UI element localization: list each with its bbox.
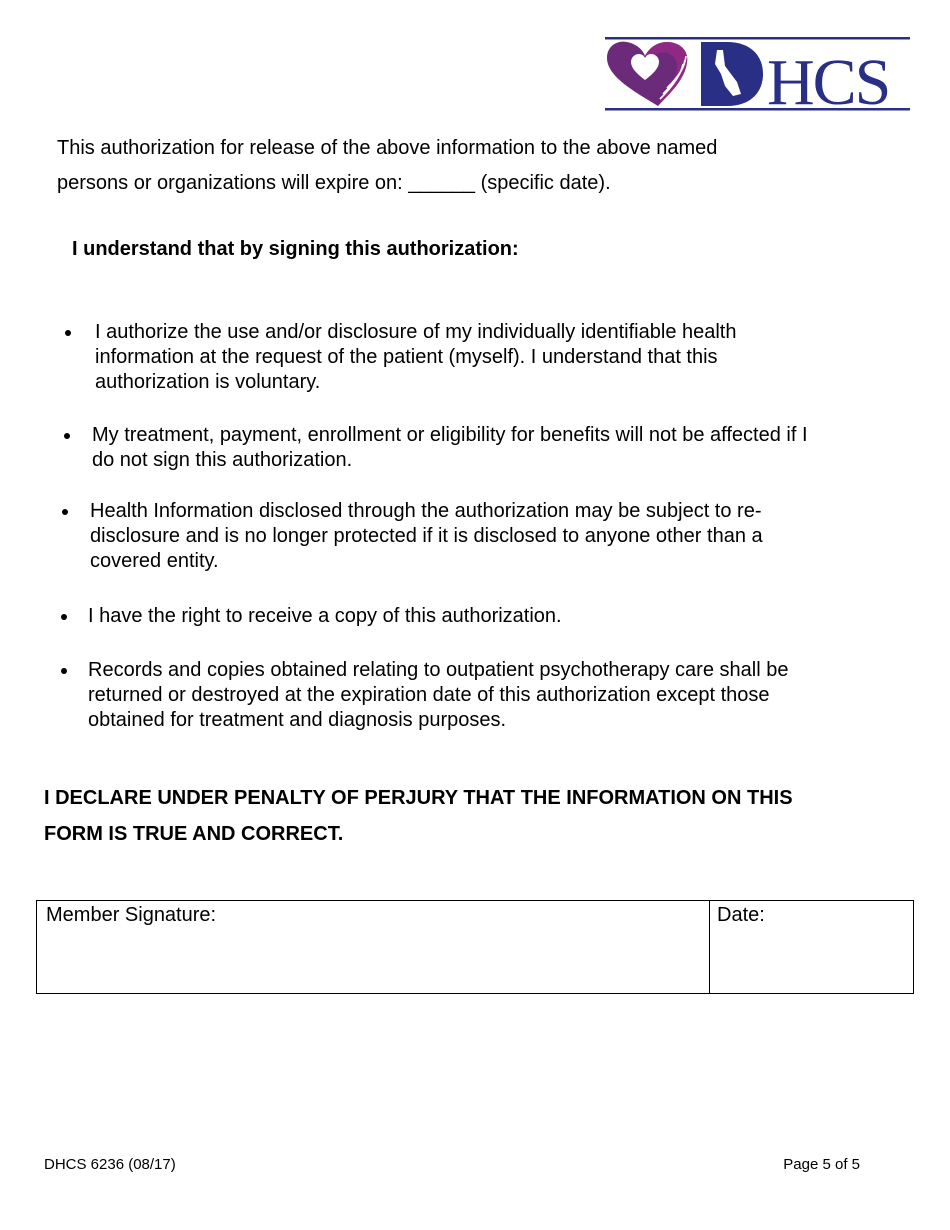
- bullet-icon: [65, 330, 71, 336]
- form-id: DHCS 6236 (08/17): [44, 1156, 176, 1173]
- list-item-text: I authorize the use and/or disclosure of my individually identifiable health information at the request of the patient (myself). I understand that this authorization is voluntary.: [95, 321, 737, 393]
- list-item-text: I have the right to receive a copy of this authorization.: [88, 605, 562, 627]
- bullet-icon: [64, 433, 70, 439]
- date-field[interactable]: Date:: [717, 904, 765, 926]
- declaration-line-2: FORM IS TRUE AND CORRECT.: [44, 823, 344, 845]
- declaration-line-1: I DECLARE UNDER PENALTY OF PERJURY THAT THE INFORMATION ON THIS: [44, 787, 793, 809]
- table-divider: [709, 901, 710, 993]
- intro-line-1: This authorization for release of the above information to the above named: [57, 137, 718, 159]
- bullet-icon: [62, 509, 68, 515]
- logo-text: HCS: [767, 46, 890, 112]
- list-item-text: Health Information disclosed through the authorization may be subject to re- disclosure and is no longer protected if it is disclosed to anyone other than a covered entity.: [90, 500, 763, 572]
- signature-table: [36, 900, 914, 994]
- list-item-text: Records and copies obtained relating to outpatient psychotherapy care shall be returned or destroyed at the expiration date of this authorization except those obtained for treatment and diagnosis purposes.: [88, 659, 789, 731]
- intro-line-2: persons or organizations will expire on: ______ (specific date).: [57, 172, 611, 194]
- member-signature-field[interactable]: Member Signature:: [46, 904, 217, 926]
- bullet-icon: [61, 668, 67, 674]
- list-item-text: My treatment, payment, enrollment or eligibility for benefits will not be affected if I do not sign this authorization.: [92, 424, 808, 471]
- dhcs-logo-graphic: [603, 36, 911, 112]
- understand-heading: I understand that by signing this authorization:: [72, 238, 519, 260]
- page-number: Page 5 of 5: [783, 1156, 860, 1173]
- dhcs-logo: [603, 36, 911, 112]
- bullet-icon: [61, 614, 67, 620]
